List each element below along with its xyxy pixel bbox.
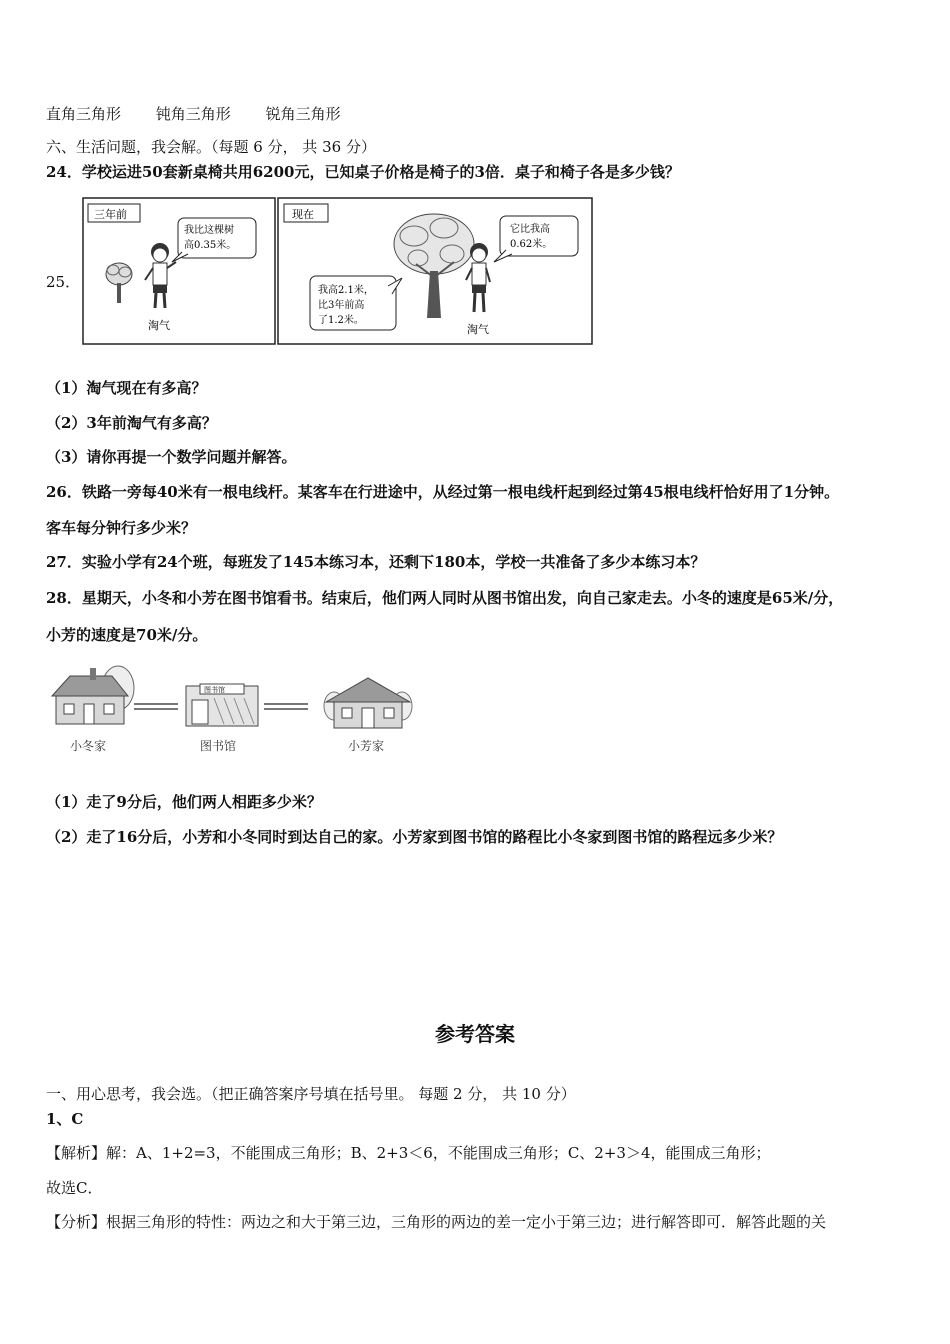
question-25-number: 25． [46,273,81,291]
option-obtuse-triangle: 钝角三角形 [155,105,231,123]
bubble-right-top-line1: 它比我高 [510,224,550,235]
bubble-right-bottom-line2: 比3年前高 [318,300,365,311]
q25-sub2: （2）3年前淘气有多高？ [46,414,217,432]
q28-sub1: （1）走了9分后，他们两人相距多少米？ [46,793,322,811]
library-building-icon [186,684,258,726]
label-library: 图书馆 [200,739,237,753]
panel-left-label: 三年前 [94,208,127,221]
bubble-right-bottom-line1: 我高2.1米， [318,285,374,296]
xiaofang-house-icon [324,678,412,728]
question-28-line2: 小芳的速度是70米/分。 [46,626,208,644]
q25-sub3: （3）请你再提一个数学问题并解答。 [46,448,297,466]
answer-1-fenxi: 【分析】根据三角形的特性：两边之和大于第三边，三角形的两边的差一定小于第三边；进行解答即可．解答此题的关 [46,1213,827,1231]
panel-right-label: 现在 [292,208,314,221]
section1-heading: 一、用心思考，我会选。（把正确答案序号填在括号里。 每题 2 分， 共 10 分） [46,1085,576,1103]
triangle-types-row [46,103,371,124]
bubble-right-top-line2: 0.62米。 [510,239,553,250]
option-right-triangle: 直角三角形 [46,105,122,123]
name-right: 淘气 [467,323,489,336]
question-26-line2: 客车每分钟行多少米？ [46,519,197,537]
answer-1: 1、C [46,1110,84,1128]
library-sign: 图书馆 [204,686,225,694]
question-24: 24．学校运进50套新桌椅共用6200元，已知桌子价格是椅子的3倍．桌子和椅子各是多少钱？ [46,163,680,181]
q28-sub2: （2）走了16分后，小芳和小冬同时到达自己的家。小芳家到图书馆的路程比小冬家到图书馆的路程远多少米？ [46,828,783,846]
bubble-left-line1: 我比这棵树 [184,225,234,236]
xiaodong-house-icon [52,666,134,724]
section6-heading: 六、生活问题，我会解。（每题 6 分， 共 36 分） [46,138,376,156]
answer-1-analysis: 【解析】解：A、1+2=3，不能围成三角形；B、2+3＜6，不能围成三角形；C、2+3＞4，能围成三角形； [46,1144,771,1162]
speech-bubble-right-top [500,216,578,256]
q28-map-figure [46,662,426,758]
question-26-line1: 26．铁路一旁每40米有一根电线杆。某客车在行进途中，从经过第一根电线杆起到经过第45根电线杆恰好用了1分钟。 [46,483,840,501]
label-xiaodong-home: 小冬家 [70,739,107,753]
answer-section-title: 参考答案 [435,1022,515,1046]
label-xiaofang-home: 小芳家 [348,739,385,753]
q25-comic-figure [82,196,594,348]
question-28-line1: 28．星期天，小冬和小芳在图书馆看书。结束后，他们两人同时从图书馆出发，向自己家走去。小冬的速度是65米/分， [46,589,844,607]
bubble-right-bottom-line3: 了1.2米。 [318,315,364,326]
speech-bubble-left [178,218,256,258]
option-acute-triangle: 锐角三角形 [265,105,341,123]
name-left: 淘气 [148,319,170,332]
bubble-left-line2: 高0.35米。 [184,240,237,251]
answer-1-conclusion: 故选C． [46,1179,103,1197]
question-27: 27．实验小学有24个班，每班发了145本练习本，还剩下180本，学校一共准备了多少本练习本？ [46,553,706,571]
q25-sub1: （1）淘气现在有多高？ [46,379,207,397]
